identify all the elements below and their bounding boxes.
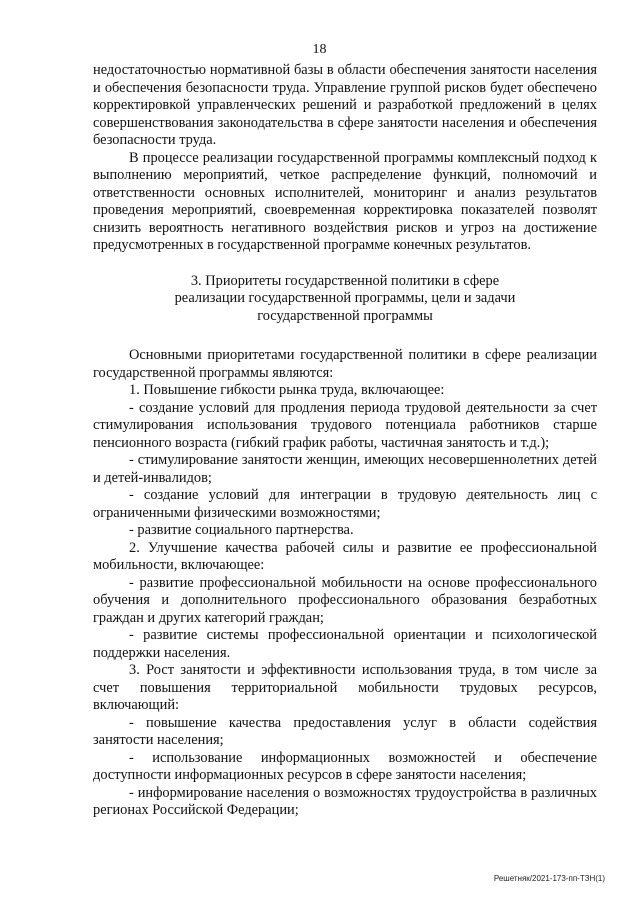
list-item-3: 3. Рост занятости и эффективности использования труда, в том числе за счет повышения территориальной мобильности трудовых ресурсов, включающий: [93, 662, 597, 713]
footer-document-code: Решетняк/2021-173-пп-ТЗН(1) [493, 874, 605, 883]
section-heading-line-2: реализации государственной программы, цели и задачи [174, 290, 516, 306]
section-heading-line-1: 3. Приоритеты государственной политики в сфере [190, 272, 500, 289]
list-subitem: - развитие системы профессиональной ориентации и психологической поддержки населения. [93, 627, 597, 661]
list-subitem: - стимулирование занятости женщин, имеющих несовершеннолетних детей и детей-инвалидов; [93, 452, 597, 486]
page-number: 18 [312, 42, 327, 57]
paragraph-continuation: недостаточностью нормативной базы в области обеспечения занятости населения и обеспечения безопасности труда. Управление группой рисков будет обеспечено корректировкой управленческих решений и разработкой предложений в целях совершенствования законодательства в сфере занятости населения и обеспечения безопасности труда. [93, 62, 597, 148]
list-item-2: 2. Улучшение качества рабочей силы и развитие ее профессиональной мобильности, включающее: [93, 539, 597, 573]
list-subitem: - использование информационных возможностей и обеспечение доступности информационных ресурсов в сфере занятости населения; [93, 749, 597, 783]
document-body [93, 62, 597, 820]
paragraph-risk-management: В процессе реализации государственной программы комплексный подход к выполнению мероприятий, четкое распределение функций, полномочий и ответственности основных исполнителей, мониторинг и анализ результатов проведения мероприятий, своевременная корректировка показателей позволят снизить вероятность негативного воздействия рисков и угроз на достижение предусмотренных в государственной программе конечных результатов. [93, 149, 597, 253]
list-subitem: - создание условий для продления периода трудовой деятельности за счет стимулирования использования трудового потенциала работников старше пенсионного возраста (гибкий график работы, частичная занятость и т.д.); [93, 399, 597, 451]
list-subitem: - создание условий для интеграции в трудовую деятельность лиц с ограниченными физическими возможностями; [93, 487, 597, 521]
list-subitem: - информирование населения о возможностях трудоустройства в различных регионах Российской Федерации; [93, 784, 597, 818]
list-subitem: - повышение качества предоставления услуг в области содействия занятости населения; [93, 714, 597, 748]
list-item-1: 1. Повышение гибкости рынка труда, включающее: [129, 382, 445, 398]
list-subitem: - развитие социального партнерства. [129, 522, 354, 538]
section-heading-line-3: государственной программы [257, 307, 433, 324]
list-subitem: - развитие профессиональной мобильности на основе профессионального обучения и дополнительного профессионального образования безработных граждан и других категорий граждан; [93, 574, 597, 626]
section-heading [93, 273, 597, 326]
paragraph-priorities-intro: Основными приоритетами государственной политики в сфере реализации государственной программы являются: [93, 347, 597, 381]
